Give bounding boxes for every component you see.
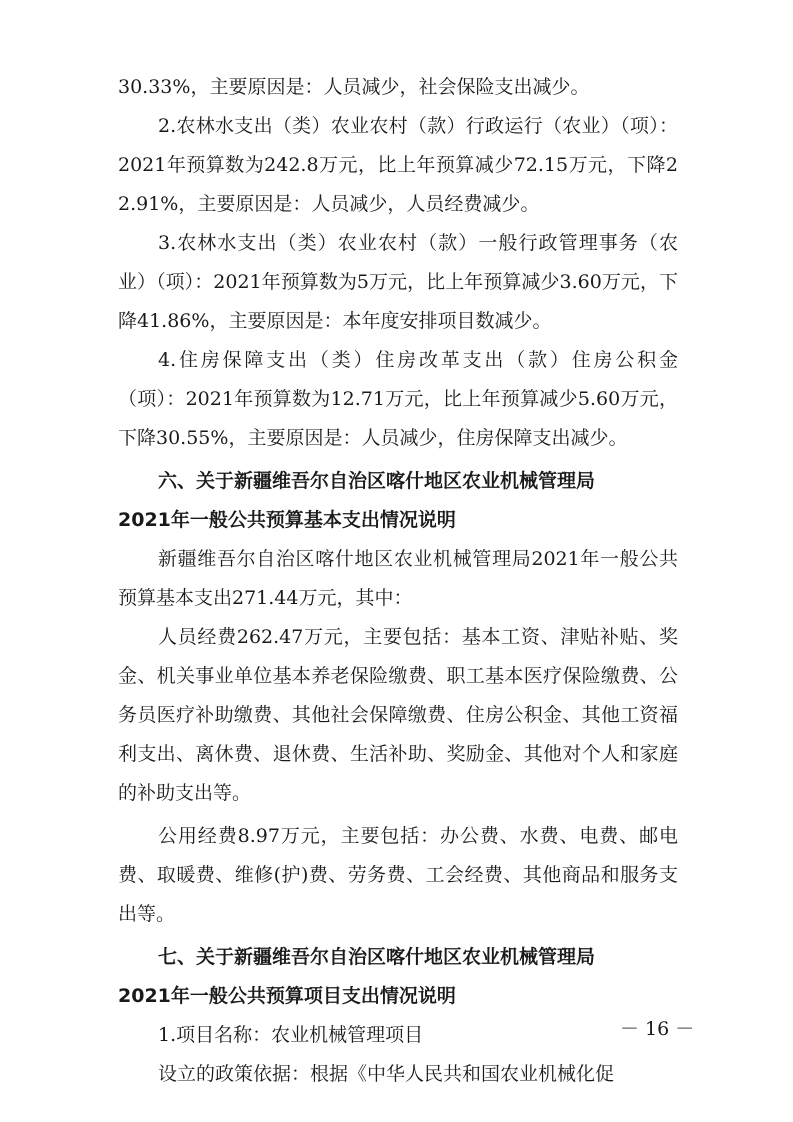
- section-6-personnel-expenses: 人员经费262.47万元，主要包括：基本工资、津贴补贴、奖金、机关事业单位基本养老保险缴费、职工基本医疗保险缴费、公务员医疗补助缴费、其他社会保障缴费、住房公积金、其他工资福利支出、离休费、退休费、生活补助、奖励金、其他对个人和家庭的补助支出等。: [118, 626, 678, 804]
- section-6-intro: 新疆维吾尔自治区喀什地区农业机械管理局2021年一般公共预算基本支出271.44万元，其中：: [118, 548, 678, 609]
- section-6-public-expenses: 公用经费8.97万元，主要包括：办公费、水费、电费、邮电费、取暖费、维修(护)费、劳务费、工会经费、其他商品和服务支出等。: [118, 825, 678, 925]
- section-7-policy-basis: 设立的政策依据：根据《中华人民共和国农业机械化促: [158, 1063, 615, 1085]
- section-7-item-1: 1.项目名称：农业机械管理项目: [158, 1024, 424, 1046]
- paragraph-item-2: 2.农林水支出（类）农业农村（款）行政运行（农业）（项）：2021年预算数为242.8万元，比上年预算减少72.15万元，下降22.91%，主要原因是：人员减少，人员经费减少。: [118, 115, 678, 215]
- section-6-heading-line-2: 2021年一般公共预算基本支出情况说明: [118, 509, 456, 531]
- page-number: － 16 －: [620, 1018, 695, 1040]
- document-body: [118, 68, 678, 1094]
- paragraph-item-4: 4.住房保障支出（类）住房改革支出（款）住房公积金（项）：2021年预算数为12.71万元，比上年预算减少5.60万元，下降30.55%，主要原因是：人员减少，住房保障支出减少。: [118, 349, 678, 449]
- section-7-heading-line-2: 2021年一般公共预算项目支出情况说明: [118, 985, 456, 1007]
- section-6-heading-line-1: 六、关于新疆维吾尔自治区喀什地区农业机械管理局: [158, 470, 596, 492]
- paragraph-continuation: 30.33%，主要原因是：人员减少，社会保险支出减少。: [118, 76, 590, 98]
- paragraph-item-3: 3.农林水支出（类）农业农村（款）一般行政管理事务（农业）（项）：2021年预算数为5万元，比上年预算减少3.60万元，下降41.86%，主要原因是：本年度安排项目数减少。: [118, 232, 678, 332]
- section-7-heading-line-1: 七、关于新疆维吾尔自治区喀什地区农业机械管理局: [158, 946, 596, 968]
